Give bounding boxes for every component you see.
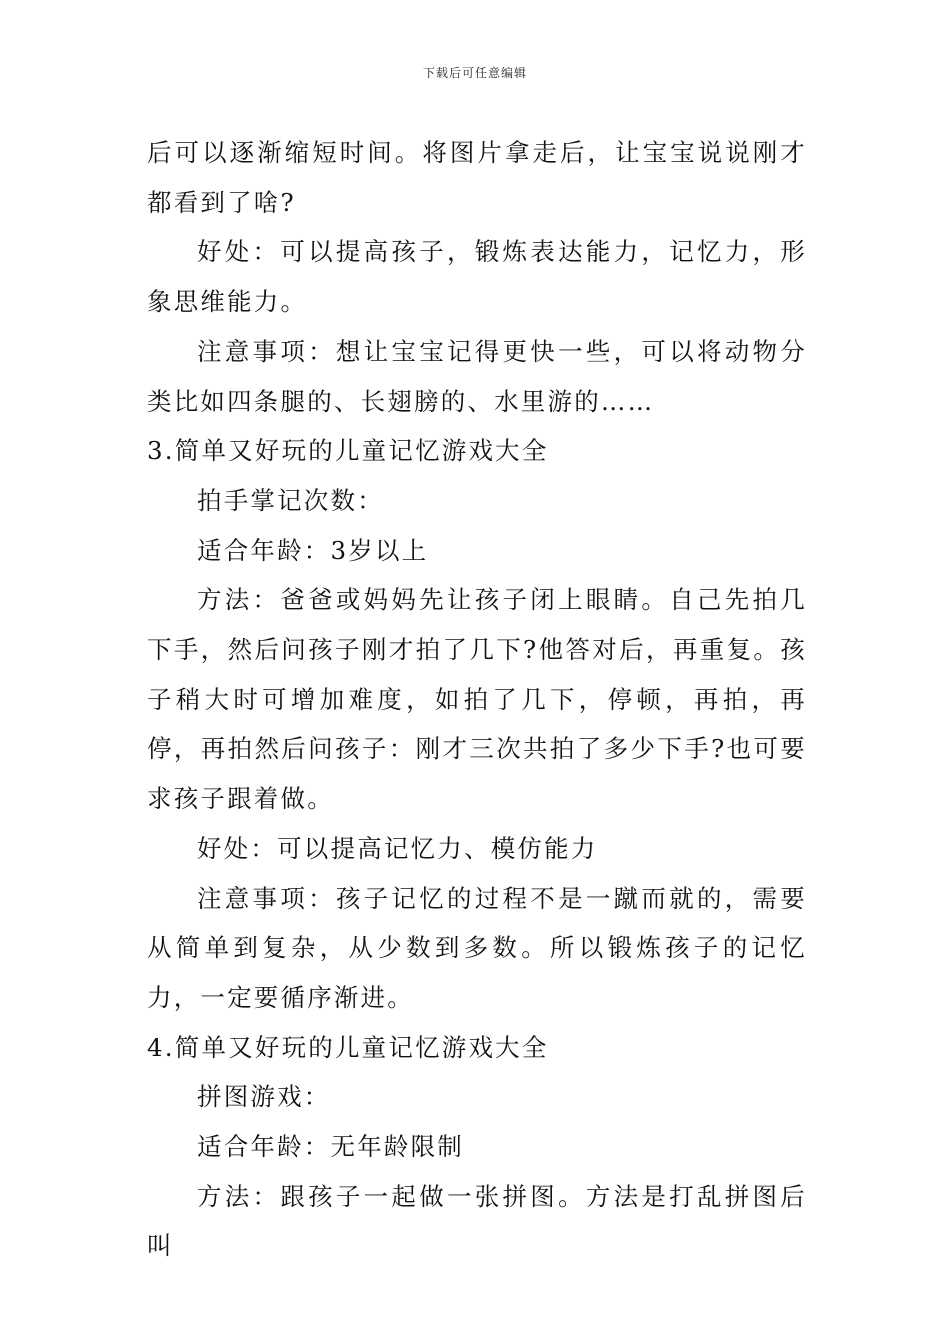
paragraph-notes: 注意事项：想让宝宝记得更快一些，可以将动物分类比如四条腿的、长翅膀的、水里游的……: [147, 336, 807, 416]
paragraph-method: 方法：跟孩子一起做一张拼图。方法是打乱拼图后叫: [147, 1181, 807, 1261]
paragraph-game-title: 拼图游戏：: [197, 1082, 331, 1112]
paragraph-method: 方法：爸爸或妈妈先让孩子闭上眼睛。自己先拍几下手，然后问孩子刚才拍了几下?他答对后，再重复。孩子稍大时可增加难度，如拍了几下，停顿，再拍，再停，再拍然后问孩子：刚才三次共拍了多少下手?也可要求孩子跟着做。: [147, 585, 807, 814]
document-body: [147, 128, 807, 1271]
section-heading-3: 3.简单又好玩的儿童记忆游戏大全: [147, 436, 549, 466]
paragraph-continuation: 后可以逐渐缩短时间。将图片拿走后，让宝宝说说刚才都看到了啥?: [147, 138, 807, 217]
paragraph-game-title: 拍手掌记次数：: [197, 485, 384, 515]
paragraph-benefits: 好处：可以提高记忆力、模仿能力: [197, 833, 598, 863]
paragraph-age: 适合年龄：3岁以上: [197, 535, 429, 565]
page-header: 下载后可任意编辑: [422, 66, 527, 80]
paragraph-benefits: 好处：可以提高孩子，锻炼表达能力，记忆力，形象思维能力。: [147, 237, 807, 317]
paragraph-age: 适合年龄：无年龄限制: [197, 1132, 464, 1162]
section-heading-4: 4.简单又好玩的儿童记忆游戏大全: [147, 1032, 549, 1062]
paragraph-notes: 注意事项：孩子记忆的过程不是一蹴而就的，需要从简单到复杂，从少数到多数。所以锻炼孩子的记忆力，一定要循序渐进。: [147, 883, 807, 1012]
